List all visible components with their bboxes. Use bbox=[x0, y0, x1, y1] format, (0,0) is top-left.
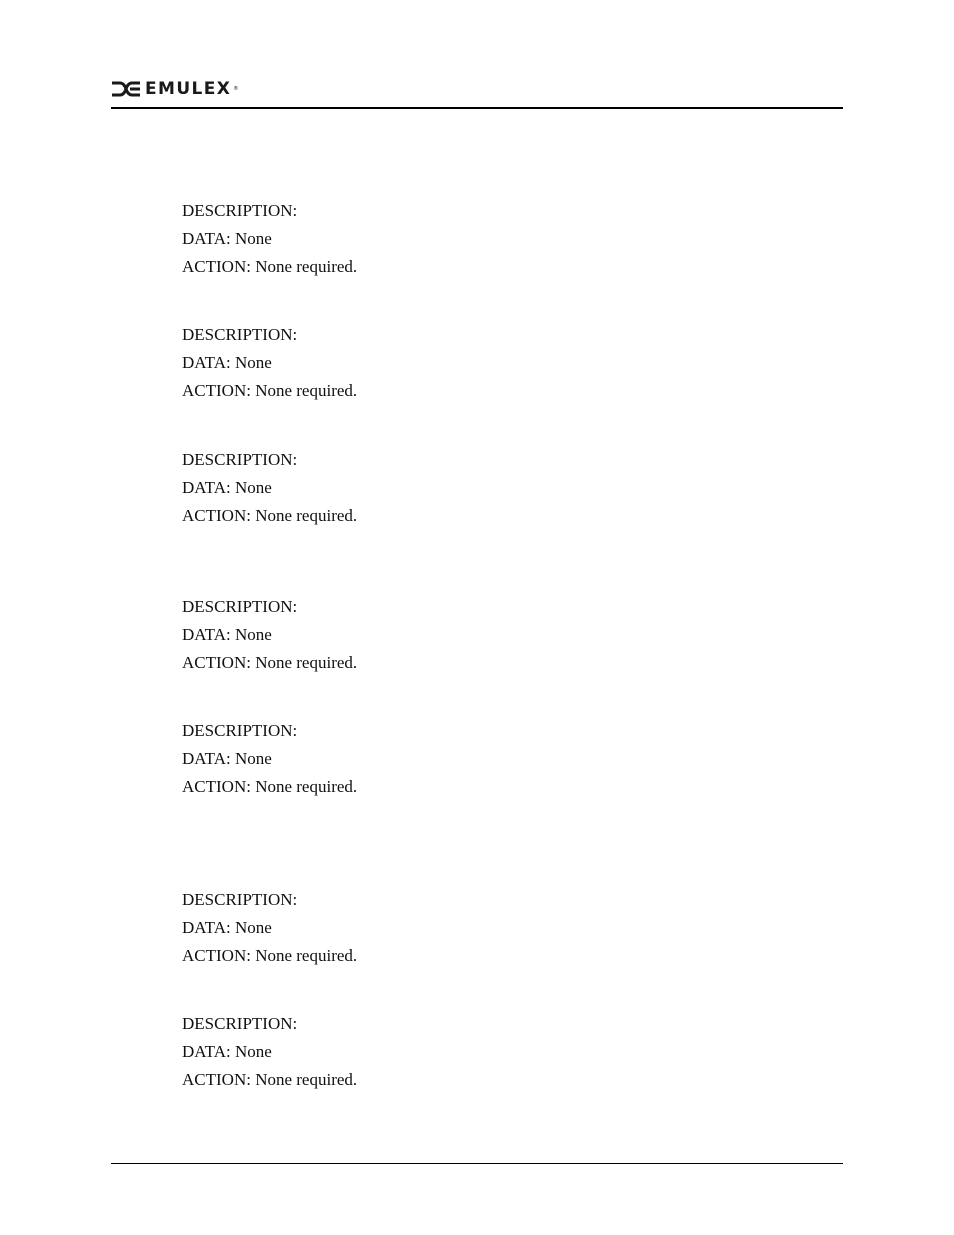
message-entry bbox=[182, 593, 782, 677]
entry-description: DESCRIPTION: bbox=[182, 890, 298, 909]
emulex-logo-icon bbox=[111, 81, 141, 97]
message-entry bbox=[182, 197, 782, 281]
message-entry bbox=[182, 321, 782, 405]
entry-description: DESCRIPTION: bbox=[182, 1014, 298, 1033]
entry-data: DATA: None bbox=[182, 749, 272, 768]
entry-action: ACTION: None required. bbox=[182, 257, 358, 276]
entry-action: ACTION: None required. bbox=[182, 946, 358, 965]
message-entry bbox=[182, 717, 782, 801]
entry-action: ACTION: None required. bbox=[182, 506, 358, 525]
entry-description: DESCRIPTION: bbox=[182, 201, 298, 220]
entry-data: DATA: None bbox=[182, 478, 272, 497]
entry-data: DATA: None bbox=[182, 918, 272, 937]
entry-action: ACTION: None required. bbox=[182, 1070, 358, 1089]
page-header bbox=[111, 78, 843, 110]
entry-action: ACTION: None required. bbox=[182, 777, 358, 796]
entry-description: DESCRIPTION: bbox=[182, 721, 298, 740]
entry-data: DATA: None bbox=[182, 1042, 272, 1061]
trademark-symbol: ® bbox=[233, 86, 239, 92]
entry-description: DESCRIPTION: bbox=[182, 597, 298, 616]
footer-divider bbox=[111, 1163, 843, 1164]
entry-data: DATA: None bbox=[182, 229, 272, 248]
message-entry bbox=[182, 1010, 782, 1094]
message-entry bbox=[182, 886, 782, 970]
emulex-logo bbox=[111, 80, 238, 98]
entry-data: DATA: None bbox=[182, 353, 272, 372]
entry-data: DATA: None bbox=[182, 625, 272, 644]
brand-name: EMULEX bbox=[145, 79, 232, 99]
entry-description: DESCRIPTION: bbox=[182, 450, 298, 469]
entry-description: DESCRIPTION: bbox=[182, 325, 298, 344]
header-divider bbox=[111, 107, 843, 109]
entry-action: ACTION: None required. bbox=[182, 653, 358, 672]
entry-action: ACTION: None required. bbox=[182, 381, 358, 400]
message-entry bbox=[182, 446, 782, 530]
